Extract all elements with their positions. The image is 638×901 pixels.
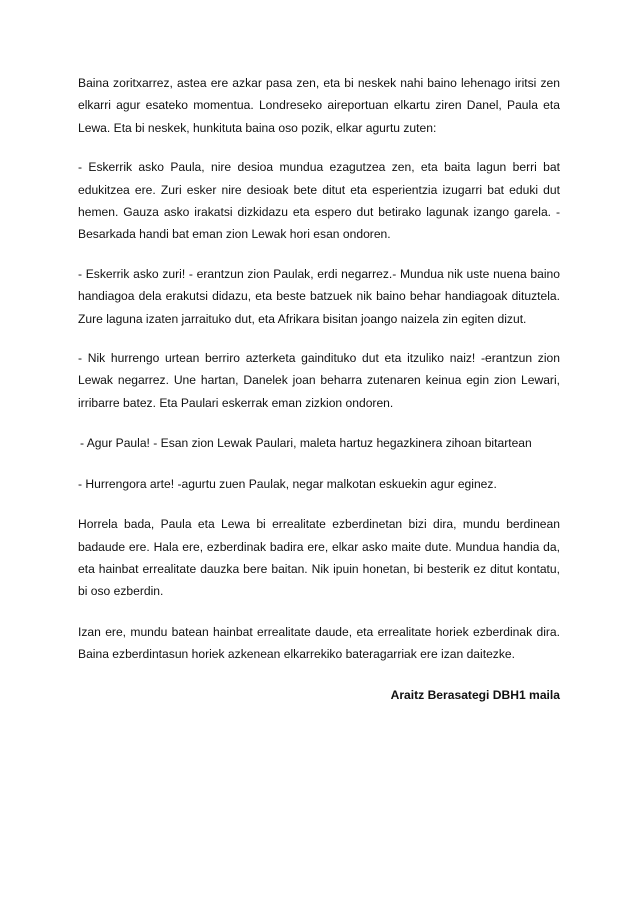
paragraph-agur-paula: - Agur Paula! - Esan zion Lewak Paulari, maleta hartuz hegazkinera zihoan bitartean — [80, 436, 532, 451]
paragraph-lewa-thanks: - Eskerrik asko Paula, nire desioa mundua ezagutzea zen, eta baita lagun berri bat edukitzea ere. Zuri esker nire desioak bete ditut eta esperientzia izugarri bat eduki dut hemen. Gauza asko irakatsi dizkidazu eta espero dut betirako lagunak izango garela. -Besarkada handi bat eman zion Lewak hori esan ondoren. — [78, 160, 560, 242]
paragraph-final-thought: Izan ere, mundu batean hainbat errealitate daude, eta errealitate horiek ezberdinak dira. Baina ezberdintasun horiek azkenean elkarrekiko bateragarriak ere izan daitezke. — [78, 624, 560, 662]
paragraph-paula-reply: - Eskerrik asko zuri! - erantzun zion Paulak, erdi negarrez.- Mundua nik uste nuena baino handiagoa dela erakutsi didazu, eta beste batzuek nik baino behar handiagoak dituztela. Zure laguna izaten jarraituko dut, eta Afrikara bisitan joango naizela zin egiten dizut. — [78, 266, 560, 326]
document-page — [78, 72, 560, 706]
paragraph-lewa-promise: - Nik hurrengo urtean berriro azterketa gaindituko dut eta itzuliko naiz! -erantzun zion Lewak negarrez. Une hartan, Danelek joan beharra zutenaren keinua egin zion Lewari, irribarre batez. Eta Paulari eskerrak eman zizkion ondoren. — [78, 351, 560, 410]
author-signature: Araitz Berasategi DBH1 maila — [390, 687, 560, 702]
paragraph-conclusion: Horrela bada, Paula eta Lewa bi errealitate ezberdinetan bizi dira, mundu berdinean badaude ere. Hala ere, ezberdinak badira ere, elkar asko maite dute. Mundua handia da, eta hainbat errealitate dauzka bere baitan. Nik ipuin honetan, bi besterik ez ditut kontatu, bi oso ezberdin. — [78, 517, 560, 599]
paragraph-hurrengora-arte: - Hurrengora arte! -agurtu zuen Paulak, negar malkotan eskuekin agur eginez. — [78, 476, 497, 491]
paragraph-farewell-intro: Baina zoritxarrez, astea ere azkar pasa zen, eta bi neskek nahi baino lehenago iritsi zen elkarri agur esateko momentua. Londreseko aireportuan elkartu ziren Danel, Paula eta Lewa. Eta bi neskek, hunkituta baina oso pozik, elkar agurtu zuten: — [78, 76, 560, 135]
